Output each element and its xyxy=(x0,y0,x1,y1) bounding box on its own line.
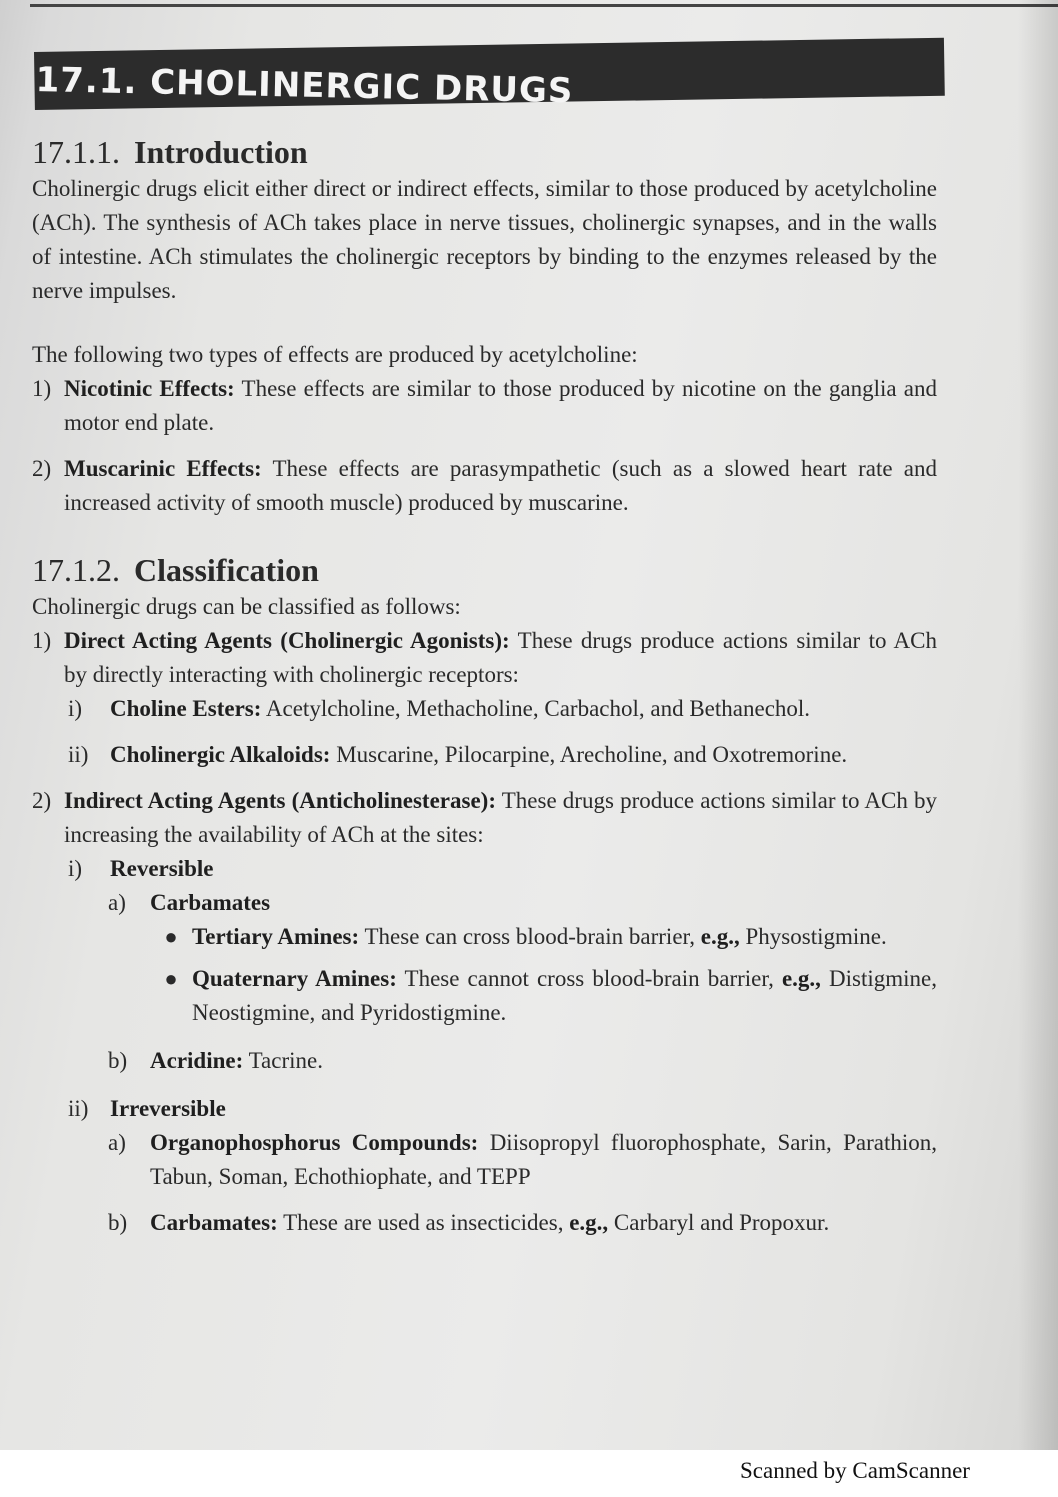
direct-text: These drugs produce actions similar to ACh by directly interacting with cholinergic receptors: xyxy=(64,628,938,687)
bullet-eg: e.g., xyxy=(700,924,740,949)
sub-term: Choline Esters: xyxy=(110,696,262,721)
indirect-acting-item xyxy=(32,784,937,852)
list-marker: 1) xyxy=(32,628,52,653)
section-title: 17.1. CHOLINERGIC DRUGS xyxy=(35,60,574,112)
acridine-text: Tacrine. xyxy=(248,1048,323,1073)
classification-heading-text: Classification xyxy=(134,552,319,588)
direct-acting-item xyxy=(32,624,937,692)
carbamates-ins-term: Carbamates: xyxy=(150,1210,278,1235)
intro-heading xyxy=(32,132,937,172)
bullet-text: These cannot cross blood-brain barrier, xyxy=(404,966,774,991)
top-rule xyxy=(30,4,1058,7)
intro-paragraph: Cholinergic drugs elicit either direct or indirect effects, similar to those produced by acetylcholine (ACh). The synthesis of ACh takes place in nerve tissues, cholinergic synapses, and in the walls of intestine. ACh stimulates the cholinergic receptors by binding to the enzymes released by the nerve impulses. xyxy=(32,176,937,303)
classification-heading-number: 17.1.2. xyxy=(32,552,120,588)
classification-lead: Cholinergic drugs can be classified as follows: xyxy=(32,594,461,619)
intro-heading-number: 17.1.1. xyxy=(32,134,120,170)
sub-text: Acetylcholine, Methacholine, Carbachol, and Bethanechol. xyxy=(265,696,811,721)
list-marker: b) xyxy=(108,1048,128,1073)
bullet-item-quaternary xyxy=(150,962,937,1030)
sub-term: Cholinergic Alkaloids: xyxy=(110,742,331,767)
organo-term: Organophosphorus Compounds: xyxy=(150,1130,479,1155)
bullet-dot: ● xyxy=(164,966,178,991)
indirect-term: Indirect Acting Agents (Anticholinesterase): xyxy=(64,788,496,813)
list-marker: ii) xyxy=(68,1096,89,1121)
choline-esters-item xyxy=(68,692,937,726)
irreversible-item xyxy=(68,1092,937,1126)
list-marker: i) xyxy=(68,696,83,721)
scanner-watermark: Scanned by CamScanner xyxy=(740,1458,970,1483)
indirect-text: These drugs produce actions similar to ACh by increasing the availability of ACh at the sites: xyxy=(64,788,937,847)
list-marker: 1) xyxy=(32,376,52,401)
effect-term: Nicotinic Effects: xyxy=(64,376,235,401)
list-marker: a) xyxy=(108,890,126,915)
effect-term: Muscarinic Effects: xyxy=(64,456,262,481)
effect-text: These effects are similar to those produced by nicotine on the ganglia and motor end plate. xyxy=(64,376,937,435)
bullet-tail: Physostigmine. xyxy=(745,924,887,949)
list-marker: ii) xyxy=(68,742,89,767)
effect-item-nicotinic xyxy=(32,372,937,440)
page-content xyxy=(32,130,937,1240)
classification-heading xyxy=(32,550,937,590)
carbamates-ins-tail: Carbaryl and Propoxur. xyxy=(613,1210,830,1235)
carbamates-item xyxy=(108,886,937,920)
carbamates-ins-eg: e.g., xyxy=(569,1210,609,1235)
reversible-item xyxy=(68,852,937,886)
carbamates-insecticides-item xyxy=(108,1206,937,1240)
effect-item-muscarinic xyxy=(32,452,937,520)
list-marker: 2) xyxy=(32,456,52,481)
bullet-text: These can cross blood-brain barrier, xyxy=(364,924,696,949)
page-edge-shadow xyxy=(1018,0,1058,1450)
bullet-eg: e.g., xyxy=(781,966,821,991)
list-marker: 2) xyxy=(32,788,52,813)
irreversible-term: Irreversible xyxy=(110,1096,226,1121)
effects-lead: The following two types of effects are produced by acetylcholine: xyxy=(32,342,638,367)
acridine-term: Acridine: xyxy=(150,1048,244,1073)
bullet-term: Quaternary Amines: xyxy=(192,966,397,991)
carbamates-term: Carbamates xyxy=(150,890,271,915)
reversible-term: Reversible xyxy=(110,856,214,881)
bullet-tail: Distigmine, Neostigmine, and Pyridostigmine. xyxy=(192,966,938,1025)
sub-text: Muscarine, Pilocarpine, Arecholine, and Oxotremorine. xyxy=(336,742,848,767)
effect-text: These effects are parasympathetic (such as a slowed heart rate and increased activity of smooth muscle) produced by muscarine. xyxy=(64,456,937,515)
bullet-item-tertiary xyxy=(150,920,937,954)
carbamates-ins-text: These are used as insecticides, xyxy=(283,1210,564,1235)
cholinergic-alkaloids-item xyxy=(68,738,937,772)
bullet-dot: ● xyxy=(164,924,178,949)
acridine-item xyxy=(108,1044,937,1078)
list-marker: i) xyxy=(68,856,83,881)
list-marker: b) xyxy=(108,1210,128,1235)
bullet-term: Tertiary Amines: xyxy=(192,924,360,949)
list-marker: a) xyxy=(108,1130,126,1155)
direct-term: Direct Acting Agents (Cholinergic Agonists): xyxy=(64,628,510,653)
organo-text: Diisopropyl fluorophosphate, Sarin, Parathion, Tabun, Soman, Echothiophate, and TEPP xyxy=(150,1130,937,1189)
intro-heading-text: Introduction xyxy=(134,134,308,170)
organophosphorus-item xyxy=(108,1126,937,1194)
